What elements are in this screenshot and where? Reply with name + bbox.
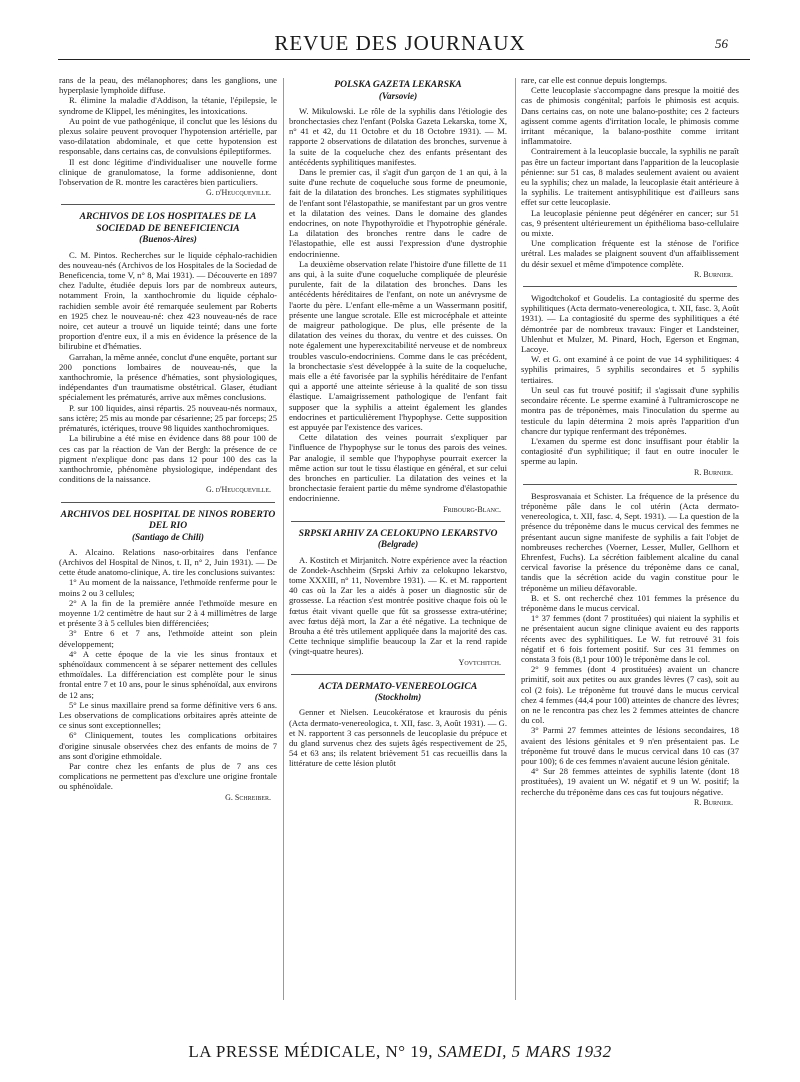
paragraph: La bilirubine a été mise en évidence dans 88 pour 100 de ces cas par la réaction de Van der Bergh: la présence de ce pigment n'explique donc pas dans 12 pour 100 des cas la xanthochromie, phénomène physiologique, indépendant des conditions de la naissance. xyxy=(59,433,277,485)
journal-city: (Varsovie) xyxy=(378,90,418,101)
paragraph: rare, car elle est connue depuis longtemps. xyxy=(521,75,668,85)
author-signature: G. Schreiber. xyxy=(225,792,271,802)
paragraph: 6° Cliniquement, toutes les complications orbitaires d'origine sinusale observées chez des enfants de moins de 7 ans sont d'origine ethmoïdale. xyxy=(59,730,277,761)
page-footer: LA PRESSE MÉDICALE, N° 19, SAMEDI, 5 MARS 1932 xyxy=(188,1042,612,1061)
paragraph: Une complication fréquente est la sténose de l'orifice urétral. Les malades se plaignent souvent d'un affaiblissement du désir sexuel et même d'impotence complète. xyxy=(521,238,739,269)
paragraph: B. et S. ont recherché chez 101 femmes la présence du tréponème dans le mucus cervical. xyxy=(521,592,739,613)
journal-name: ARCHIVOS DE LOS HOSPITALES DE LA SOCIEDAD DE BENEFICIENCIA xyxy=(79,211,257,234)
journal-name: POLSKA GAZETA LEKARSKA xyxy=(334,79,462,90)
journal-city: (Stockholm) xyxy=(374,692,422,703)
paragraph: Cette dilatation des veines pourrait s'expliquer par l'influence de l'hypophyse sur le tonus des parois des veines. Par analogie, il semble que l'hypophyse pourrait exercer la même action sur tout le tissu élastique en général, et sur celui des bronches en particulier. La dilatation des veines et la bronchectasie feraient partie du même syndrome d'élastopathie endocrinienne. xyxy=(289,432,507,504)
paragraph: Par contre chez les enfants de plus de 7 ans ces complications ne permettent pas d'exclure une origine frontale ou sphénoïdale. xyxy=(59,760,277,792)
header-rule xyxy=(58,59,750,60)
journal-city: (Buenos-Aires) xyxy=(139,234,197,245)
journal-city: (Belgrade) xyxy=(377,539,419,550)
paragraph: La deuxième observation relate l'histoire d'une fillette de 11 ans qui, à la suite d'une coqueluche compliquée de pleurésie purulente, fait de la dilatation des bronches. Dans les antécédents héréditaires de l'enfant, on note un anévrysme de l'aorte du père. L'enfant elle-même a un Wassermann positif, présente une langue scrotale. Elle est microcéphale et atteinte de maigreur pathologique. De plus, elle présente de la dilatation des veines du thorax, du ventre et des cuisses. On note également une hyperexcitabilité nerveuse et de nombreux troubles vasculo-endocriniens. Comme dans le cas précédent, la bronchectasie s'est développée à la suite de la coqueluche, mais elle a été favorisée par la syphilis héréditaire de l'enfant qui a apporté une atteinte sérieuse à la qualité de son tissu élastique. L'amaigrissement pathologique de l'enfant fait supposer que la syphilis a atteint également les glandes endocrines et particulièrement l'hypophyse. Cette supposition est appuyée par l'existence des varices. xyxy=(289,258,507,432)
column-2 xyxy=(289,75,507,1035)
paragraph: Au point de vue pathogénique, il conclut que les lésions du plexus solaire peuvent provoquer l'hypotension artérielle, par vaso-dilatation abdominale, et que cette hypotension est responsable, dans certains cas, de convulsions épileptiformes. xyxy=(59,115,277,157)
paragraph: W. et G. ont examiné à ce point de vue 14 syphilitiques: 4 syphilis primaires, 5 syphilis secondaires et 5 syphilis tertiaires. xyxy=(521,354,739,385)
paragraph: 1° 37 femmes (dont 7 prostituées) qui niaient la syphilis et ne présentaient aucun signe clinique avaient eu des rapports récents avec des syphilitiques. Le W. fut retrouvé 31 fois négatif et 6 fois fortement positif. Sur ces 31 femmes on constata 3 fois (8,1 pour 100) le tréponème dans le col. xyxy=(521,613,739,664)
paragraph: A. Kostitch et Mirjanitch. Notre expérience avec la réaction de Zondek-Aschheim (Srpski Arhiv za celokupno lekarstvo, tome XXXIII, n° 11, Novembre 1931). — K. et M. rapportent 40 cas où la Zar les a aidés à poser un diagnostic sûr de grossesse. La réaction s'est montrée positive chaque fois où le fœtus était vivant quelle que fût sa grossesse extra-utérine; avec fœtus déjà mort, la Zar a été négative. La technique de Brouha a été très utilement appliquée dans la majorité des cas. Cette technique simplifie beaucoup la Zar et la rend rapide (vingt-quatre heures). xyxy=(289,554,507,657)
column-divider-2 xyxy=(515,78,516,1000)
section-separator xyxy=(523,484,737,485)
author-signature: G. d'Heucqueville. xyxy=(206,485,271,495)
footer-date: SAMEDI, 5 MARS 1932 xyxy=(437,1042,612,1061)
paragraph: R. élimine la maladie d'Addison, la tétanie, l'épilepsie, le syndrome de Klippel, les méningites, les intoxications. xyxy=(59,95,277,116)
column-3 xyxy=(521,75,739,1035)
footer-issue: N° 19 xyxy=(385,1042,429,1061)
paragraph: Un seul cas fut trouvé positif; il s'agissait d'une syphilis secondaire récente. Le sperme examiné à l'ultramicroscope ne montra pas de tréponèmes, mais l'inoculation du sperme au testicule du lapin détermina 2 mois après l'apparition d'un chancre dur typique renfermant des tréponèmes. xyxy=(521,384,739,436)
paragraph: 2° A la fin de la première année l'ethmoïde mesure en moyenne 1/2 centimètre de haut sur 2 à 4 millimètres de large et présente 3 à 5 cellules bien différenciées; xyxy=(59,597,277,629)
paragraph: 1° Au moment de la naissance, l'ethmoïde renferme pour le moins 2 ou 3 cellules; xyxy=(59,577,277,598)
paragraph: Wigodtchokof et Goudelis. La contagiosité du sperme des syphilitiques (Acta dermato-venereologica, t. XII, fasc. 3, Août 1931). — La contagiosité du sperme des syphilitiques a été démontrée par de nombreux travaux: Finger et Landsteiner, Uhlenhut et Mulzer, M. Pinard, Hoch, Egerson et Engman, Lacoye. xyxy=(521,293,739,355)
paragraph: Besprosvanaia et Schister. La fréquence de la présence du tréponème pâle dans le col utérin (Acta dermato-venereologica, t. XII, fasc. 4, Sept. 1931). — La question de la présence du tréponème dans le mucus cervical des femmes ne présentant aucun signe manifeste de syphilis a fait l'objet de nombreuses recherches (Voerner, Lesser, Muller, Gellhorn et Ehrenfest, Fuchs). La sécrétion faiblement alcaline du canal cervical favorise la présence du tréponème dans ce canal, tandis que la sécrétion acide du vagin constitue pour le tréponème un milieu défavorable. xyxy=(521,490,739,593)
section-separator xyxy=(61,204,275,205)
paragraph: 5° Le sinus maxillaire prend sa forme définitive vers 6 ans. Les observations de complications orbitaires après atteinte de ce sinus sont exceptionnelles; xyxy=(59,699,277,731)
author-signature: Yovtchitch. xyxy=(458,657,501,667)
author-signature: G. d'Heucqueville. xyxy=(206,188,271,198)
paragraph: L'examen du sperme est donc insuffisant pour établir la contagiosité d'un syphilitique; il faut en outre inoculer le sperme au lapin. xyxy=(521,435,739,467)
column-1 xyxy=(59,75,277,1035)
paragraph: 3° Parmi 27 femmes atteintes de lésions secondaires, 18 avaient des lésions génitales et 9 n'en présentaient pas. Le tréponème fut trouvé dans le mucus cervical dans 10 cas (37 pour 100); 6 de ces femmes n'avaient aucune lésion génitale. xyxy=(521,725,739,766)
footer-journal: LA PRESSE MÉDICALE xyxy=(188,1042,376,1061)
section-separator xyxy=(291,521,505,522)
journal-name: ACTA DERMATO-VENEREOLOGICA xyxy=(318,680,478,692)
paragraph: 2° 9 femmes (dont 4 prostituées) avaient un chancre primitif, soit aux petites ou aux grandes lèvres (7 cas), soit au col (2 fois). Le tréponème fut trouvé dans le mucus cervical chez 4 femmes (44,4 pour 100) atteintes de chancre des lèvres; on ne le rencontra pas chez les 2 femmes atteintes de chancre du col. xyxy=(521,664,739,726)
paragraph: 4° Sur 28 femmes atteintes de syphilis latente (dont 18 prostituées), 19 avaient un W. négatif et 9 un W. positif; la recherche du tréponème dans ces cas fut toujours négative. xyxy=(521,766,739,797)
paragraph: 3° Entre 6 et 7 ans, l'ethmoïde atteint son plein développement; xyxy=(59,628,277,649)
paragraph: Contrairement à la leucoplasie buccale, la syphilis ne paraît pas être un facteur important dans l'apparition de la leucoplasie pénienne: sur 51 cas, 8 malades seulement avaient ou avaient eu la syphilis; chez un malade, la leucoplasie était antérieure à la syphilis. Le traitement antisyphilitique est d'ailleurs sans effet sur cette leucoplasie. xyxy=(521,146,739,208)
journal-city: (Santiago de Chili) xyxy=(132,531,204,542)
column-divider-1 xyxy=(283,78,284,1000)
section-separator xyxy=(61,502,275,503)
author-signature: Fribourg-Blanc. xyxy=(443,504,501,514)
paragraph: Cette leucoplasie s'accompagne dans presque la moitié des cas de phimosis congénital; parfois le phimosis est acquis. Dans certains cas, on note une balano-posthite; ces 2 facteurs agissent comme agents d'irritation locale, le phimosis comme irritant mécanique, la balano-posthite comme irritant inflammatoire. xyxy=(521,85,739,147)
paragraph: Il est donc légitime d'individualiser une nouvelle forme clinique de granulomatose, la forme addisonienne, dont l'observation de R. montre les caractères bien particuliers. xyxy=(59,156,277,188)
journal-section-title: REVUE DES JOURNAUX xyxy=(274,31,526,55)
author-signature: R. Burnier. xyxy=(693,467,733,477)
paragraph: Garrahan, la même année, conclut d'une enquête, portant sur 200 ponctions lombaires de nouveau-nés, que la xanthochromie, la présence d'hématies, sont physiologiques, indépendantes d'un traumatisme obstétrical. Glaser, étudiant spécialement les prématurés, arrive aux mêmes conclusions. xyxy=(59,351,277,403)
journal-name: ARCHIVOS DEL HOSPITAL DE NINOS ROBERTO DEL RIO xyxy=(60,508,276,532)
paragraph: 4° A cette époque de la vie les sinus frontaux et sphénoïdaux commencent à se séparer nettement des cellules ethmoïdales. La différenciation est complète pour le sinus frontal entre 7 et 10 ans, pour le sinus sphénoïdal, aux environs de 12 ans; xyxy=(59,648,277,700)
paragraph: A. Alcaino. Relations naso-orbitaires dans l'enfance (Archivos del Hospital de Ninos, t. II, n° 2, Juin 1931). — De cette étude anatomo-clinique, A. tire les conclusions suivantes: xyxy=(59,546,277,578)
paragraph: Genner et Nielsen. Leucokératose et kraurosis du pénis (Acta dermato-venereologica, t. XII, fasc. 3, Août 1931). — G. et N. rapportent 3 cas personnels de leucoplasie du prépuce et du gland survenus chez des sujets âgés respectivement de 25, 54 et 63 ans; ils relatent brièvement 51 cas recueillis dans la littérature de cette lésion plutôt xyxy=(289,707,507,769)
paragraph: W. Mikulowski. Le rôle de la syphilis dans l'étiologie des bronchectasies chez l'enfant (Polska Gazeta Lekarska, tome X, n° 41 et 42, du 11 Octobre et du 18 Octobre 1931). — M. rapporte 2 observations de dilatation des bronches, survenue à la suite de la coqueluche chez des enfants présentant des antécédents syphilitiques manifestes. xyxy=(289,105,507,167)
paragraph: P. sur 100 liquides, ainsi répartis. 25 nouveau-nés normaux, sans ictère; 25 mis au monde par césarienne; 25 par forceps; 25 prématurés, ictériques, trouve 98 liquides xanthochromiques. xyxy=(59,402,277,434)
page-number: 56 xyxy=(715,36,728,51)
section-separator xyxy=(523,286,737,287)
paragraph: Dans le premier cas, il s'agit d'un garçon de 1 an qui, à la suite d'une rechute de coqueluche sous forme de pneumonie, fait de la dilatation des bronches. Les stigmates syphilitiques de l'enfant sont l'élastopathie, se manifestant par un gros ventre et la dilatation des veines. Dans le domaine des glandes endocrines, on note l'hypothyroïdie et l'hypotrophie générale. La dilatation des bronches rentre dans le cadre de l'élastopathie, elle est aussi l'expression d'une dystrophie endocrinienne. xyxy=(289,166,507,259)
author-signature: R. Burnier. xyxy=(693,269,733,279)
author-signature: R. Burnier. xyxy=(693,797,733,807)
paragraph: La leucoplasie pénienne peut dégénérer en cancer; sur 51 cas, 9 présentent ultérieurement un épithélioma baso-cellulaire ou mixte. xyxy=(521,207,739,239)
paragraph: C. M. Pintos. Recherches sur le liquide céphalo-rachidien des nouveau-nés (Archivos de los Hospitales de la Sociedad de Beneficencia, tome V, n° 8, Mai 1931). — Découverte en 1897 chez l'adulte, étudiée depuis lors par de nombreux auteurs, notamment Froin, la xanthochromie du liquide céphalo-rachidien semble avoir été remarquée seulement par Roberts en 1925 chez le nouveau-né: chez 423 nouveau-nés de race noire, cet auteur a trouvé un liquide teinté; dans une forte proportion d'entre eux, il a mis en évidence la présence de la bilirubine et d'hématies. xyxy=(59,249,277,352)
section-separator xyxy=(291,674,505,675)
paragraph: rans de la peau, des mélanophores; dans les ganglions, une hyperplasie lymphoïde diffuse. xyxy=(59,75,277,96)
journal-name: SRPSKI ARHIV ZA CELOKUPNO LEKARSTVO xyxy=(298,527,498,539)
